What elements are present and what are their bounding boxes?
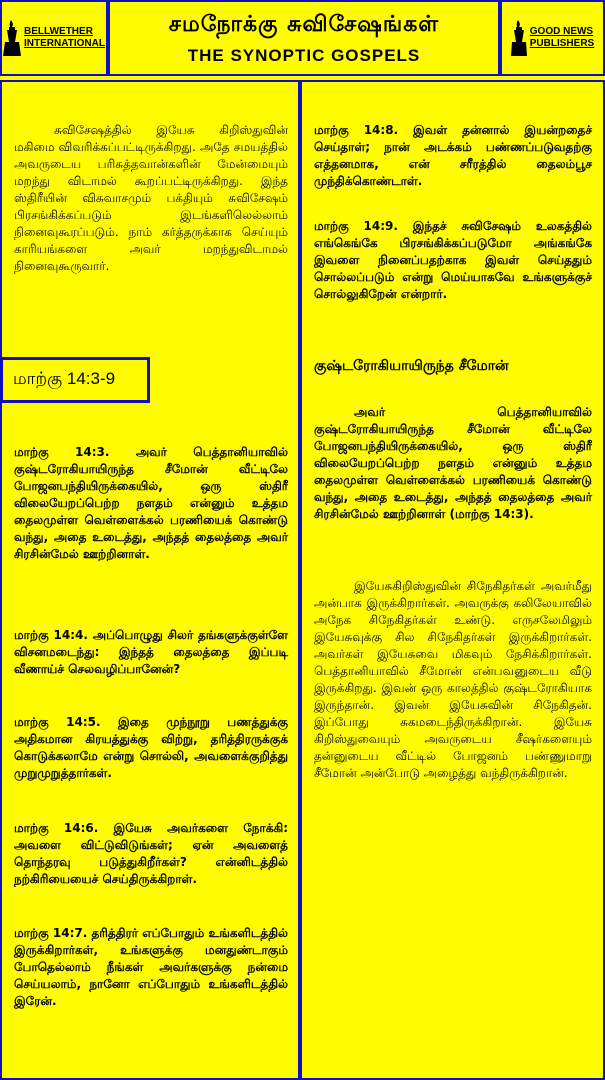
simon-paragraph-2 <box>314 578 592 782</box>
verse-14-3: மாற்கு 14:3. அவர் பெத்தானியாவில் குஷ்டரோகியாயிருந்த சீமோன் வீட்டிலே போஜனபந்தியிருக்கையில், ஒரு ஸ்திரீ விலையேறப்பெற்ற நளதம் என்னும் உத்தம தைலமுள்ள வெள்ளைக்கல் பரணியைக் கொண்டு வந்து, அதை உடைத்து, அந்தத் தைலத்தை அவர் சிரசின்மேல் ஊற்றினாள். <box>14 445 288 561</box>
verse-14-6: மாற்கு 14:6. இயேசு அவர்களை நோக்கி: அவளை விட்டுவிடுங்கள்; ஏன் அவளைத் தொந்தரவு படுத்துகிறீர்கள்? என்னிடத்தில் நற்கிரியையைச் செய்திருக்கிறாள். <box>14 821 288 886</box>
page-title-english: THE SYNOPTIC GOSPELS <box>187 46 421 65</box>
simon-heading: குஷ்டரோகியாயிருந்த சீமோன் <box>314 358 509 374</box>
simon-paragraph-1 <box>314 404 592 523</box>
intro-text: சுவிசேஷத்தில் இயேசு கிறிஸ்துவின் மகிமை விவரிக்கப்பட்டிருக்கிறது. அதே சமயத்தில் அவருடைய பரிசுத்தவான்களின் மேன்மையும் மறந்து விடாமல் கூறப்பட்டிருக்கிறது. இந்த ஸ்திரீயின் விசுவாசமும் பக்தியும் சுவிசேஷம் பிரசங்கிக்கப்படும் இடங்களிலெல்லாம் நினைவுகூரப்படும். நாம் கர்த்தருக்காக செய்யும் காரியங்களை அவர் மறந்துவிடாமல் நினைவுகூருவார். <box>14 123 288 273</box>
intro-paragraph <box>14 122 288 275</box>
verse-14-5: மாற்கு 14:5. இதை முந்நூறு பணத்துக்கு அதிகமான கிரயத்துக்கு விற்று, தரித்திரருக்குக் கொடுக்கலாமே என்று சொல்லி, அவளைக்குறித்து முறுமுறுத்தார்கள். <box>14 715 288 780</box>
verse-14-4: மாற்கு 14:4. அப்பொழுது சிலர் தங்களுக்குள்ளே விசனமடைந்து: இந்தத் தைலத்தை இப்படி வீணாய்ச் செலவழிப்பானேன்? <box>14 628 288 676</box>
verse-14-7: மாற்கு 14:7. தரித்திரர் எப்போதும் உங்களிடத்தில் இருக்கிறார்கள், உங்களுக்கு மனதுண்டாகும் போதெல்லாம் நீங்கள் அவர்களுக்கு நன்மை செய்யலாம், நானோ எப்போதும் உங்களிடத்தில் இரேன். <box>14 926 288 1008</box>
page-title-tamil: சமநோக்கு சுவிசேஷங்கள் <box>168 12 440 37</box>
good-news-logo-text: GOOD NEWS PUBLISHERS <box>529 26 595 49</box>
section-label-box <box>0 357 150 403</box>
page-header <box>0 0 605 80</box>
bellwether-logo <box>0 0 108 76</box>
bellwether-logo-text: BELLWETHER INTERNATIONAL <box>24 26 105 49</box>
section-label: மாற்கு 14:3-9 <box>13 369 116 388</box>
lamp-logo-icon <box>3 18 21 58</box>
simon-paragraph-2-text: இயேசுகிறிஸ்துவின் சிநேகிதர்கள் அவர்மீது அன்பாக இருக்கிறார்கள். அவருக்கு கலிலேயாவில் அநேக சிநேகிதர்கள் உண்டு. எருசலேமிலும் இயேசுவுக்கு சில சிநேகிதர்கள் இருக்கிறார்கள். அவர்கள் இயேசுவை மிகவும் நேசிக்கிறார்கள். பெத்தானியாவில் சீமோன் என்பவனுடைய வீடு இருக்கிறது. இவன் ஒரு காலத்தில் குஷ்டரோகியாக இருந்தான். இவன் இயேசுவின் சிநேகிதன். இப்போது சுகமடைந்திருக்கிறான். இயேசு கிறிஸ்துவையும் அவருடைய சீஷர்களையும் தன்னுடைய வீட்டில் போஜனம் பண்ணுமாறு சீமோன் அன்போடு அழைத்து வந்திருக்கிறான். <box>314 579 592 780</box>
simon-paragraph-1-text: அவர் பெத்தானியாவில் குஷ்டரோகியாயிருந்த சீமோன் வீட்டிலே போஜனபந்தியிருக்கையில், ஒரு ஸ்திரீ விலையேறப்பெற்ற நளதம் என்னும் உத்தம தைலமுள்ள வெள்ளைக்கல் பரணியைக் கொண்டு வந்து, அதை உடைத்து, அந்தத் தைலத்தை அவர் சிரசின்மேல் ஊற்றினாள் (மாற்கு 14:3). <box>314 405 592 521</box>
lamp-logo-icon <box>511 18 527 58</box>
verse-14-8: மாற்கு 14:8. இவள் தன்னால் இயன்றதைச் செய்தாள்; நான் அடக்கம் பண்ணப்படுவதற்கு எத்தனமாக, என் சரீரத்தில் தைலம்பூச முந்திக்கொண்டாள். <box>314 123 592 188</box>
title-box <box>108 0 500 76</box>
verse-14-9: மாற்கு 14:9. இந்தச் சுவிசேஷம் உலகத்தில் எங்கெங்கே பிரசங்கிக்கப்படுமோ அங்கங்கே இவளை நினைப்பதற்காக இவள் செய்ததும் சொல்லப்படும் என்று மெய்யாகவே உங்களுக்குச் சொல்லுகிறேன் என்றார். <box>314 219 592 301</box>
good-news-logo <box>500 0 605 76</box>
